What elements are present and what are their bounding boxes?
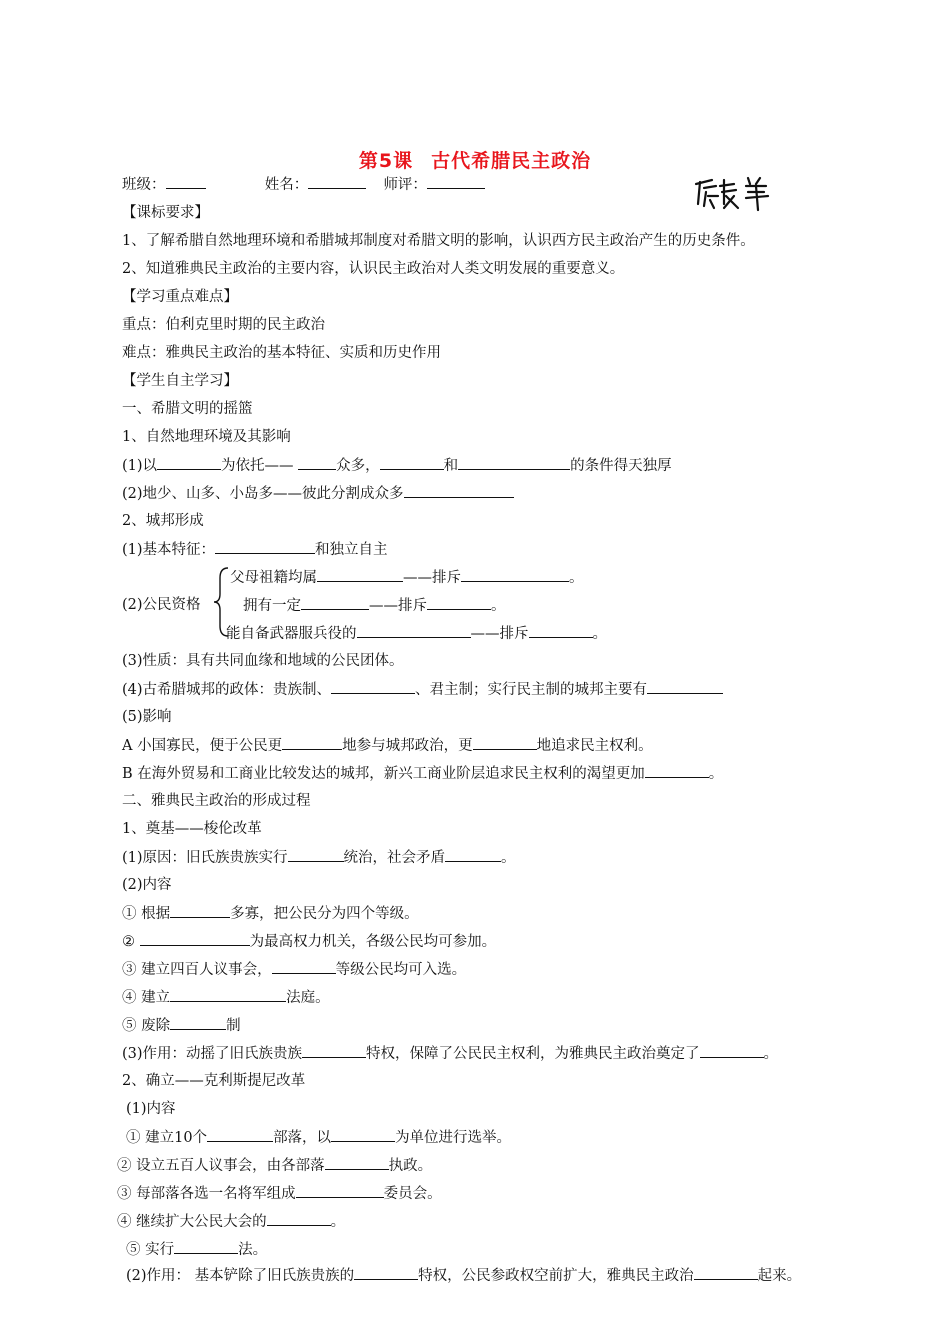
fill-line: ⑤ 废除 制 bbox=[122, 1015, 241, 1036]
blank[interactable] bbox=[331, 1127, 395, 1142]
fill-line: ⑤ 实行 法。 bbox=[126, 1239, 267, 1260]
fill-line: 能自备武器服兵役的 ——排斥 。 bbox=[226, 623, 607, 644]
page-title bbox=[0, 146, 950, 173]
blank[interactable] bbox=[357, 623, 471, 638]
text-line: (1)内容 bbox=[126, 1101, 176, 1117]
fill-line: ① 根据 多寡，把公民分为四个等级。 bbox=[122, 903, 419, 924]
text-line: 重点：伯利克里时期的民主政治 bbox=[122, 317, 325, 333]
blank[interactable] bbox=[380, 455, 444, 470]
review-label: 师评： bbox=[383, 177, 427, 193]
blank[interactable] bbox=[288, 847, 344, 862]
blank[interactable] bbox=[645, 763, 709, 778]
section-heading: 【学习重点难点】 bbox=[122, 289, 238, 305]
lesson-name: 古代希腊民主政治 bbox=[431, 150, 592, 172]
fill-line: ③ 每部落各选一名将军组成 委员会。 bbox=[117, 1183, 442, 1204]
blank[interactable] bbox=[445, 847, 501, 862]
blank[interactable] bbox=[174, 1239, 238, 1254]
blank[interactable] bbox=[140, 931, 250, 946]
fill-line: ④ 建立 法庭。 bbox=[122, 987, 330, 1008]
fill-line: (4)古希腊城邦的政体：贵族制、 、君主制；实行民主制的城邦主要有 bbox=[122, 679, 723, 700]
blank[interactable] bbox=[647, 679, 723, 694]
text-line: (5)影响 bbox=[122, 709, 172, 725]
text-line: 二、雅典民主政治的形成过程 bbox=[122, 793, 311, 809]
blank[interactable] bbox=[694, 1265, 758, 1280]
text-line: 2、知道雅典民主政治的主要内容，认识民主政治对人类文明发展的重要意义。 bbox=[122, 261, 625, 277]
citizenship-label: (2)公民资格 bbox=[122, 597, 201, 613]
blank[interactable] bbox=[529, 623, 593, 638]
blank[interactable] bbox=[473, 735, 537, 750]
handwritten-signature-icon bbox=[690, 174, 780, 214]
fill-line: ② 为最高权力机关，各级公民均可参加。 bbox=[122, 931, 496, 952]
text-line: 难点：雅典民主政治的基本特征、实质和历史作用 bbox=[122, 345, 441, 361]
blank[interactable] bbox=[404, 483, 514, 498]
text-line: 2、城邦形成 bbox=[122, 513, 204, 529]
blank[interactable] bbox=[461, 567, 569, 582]
fill-line: (3)作用：动摇了旧氏族贵族 特权，保障了公民民主权利，为雅典民主政治奠定了 。 bbox=[122, 1043, 778, 1064]
text-line: 2、确立——克利斯提尼改革 bbox=[122, 1073, 306, 1089]
blank[interactable] bbox=[301, 595, 369, 610]
header-fields bbox=[122, 174, 485, 195]
blank[interactable] bbox=[157, 455, 221, 470]
blank[interactable] bbox=[272, 959, 336, 974]
fill-line: ② 设立五百人议事会，由各部落 执政。 bbox=[117, 1155, 432, 1176]
blank[interactable] bbox=[302, 1043, 366, 1058]
blank[interactable] bbox=[331, 679, 415, 694]
blank[interactable] bbox=[458, 455, 570, 470]
name-field[interactable] bbox=[308, 174, 366, 189]
name-label: 姓名： bbox=[264, 177, 309, 193]
class-label: 班级： bbox=[122, 177, 166, 193]
fill-line: (1)基本特征： 和独立自主 bbox=[122, 539, 388, 560]
fill-line: ① 建立10个 部落，以 为单位进行选举。 bbox=[126, 1127, 511, 1148]
text-line: (3)性质：具有共同血缘和地域的公民团体。 bbox=[122, 653, 404, 669]
blank[interactable] bbox=[296, 1183, 384, 1198]
blank[interactable] bbox=[207, 1127, 273, 1142]
blank[interactable] bbox=[427, 595, 491, 610]
blank[interactable] bbox=[325, 1155, 389, 1170]
blank[interactable] bbox=[170, 903, 230, 918]
fill-line: ③ 建立四百人议事会， 等级公民均可入选。 bbox=[122, 959, 466, 980]
review-field[interactable] bbox=[427, 174, 485, 189]
blank[interactable] bbox=[267, 1211, 331, 1226]
lesson-number: 第5课 bbox=[358, 150, 414, 172]
fill-line: (2)作用： 基本铲除了旧氏族贵族的 特权，公民参政权空前扩大，雅典民主政治 起来。 bbox=[126, 1265, 801, 1286]
text-line: (2)内容 bbox=[122, 877, 172, 893]
text-line: 一、希腊文明的摇篮 bbox=[122, 401, 253, 417]
text-line: 1、了解希腊自然地理环境和希腊城邦制度对希腊文明的影响，认识西方民主政治产生的历史条件。 bbox=[122, 233, 755, 249]
fill-line: (1)以 为依托—— 众多， 和 的条件得天独厚 bbox=[122, 455, 672, 476]
section-heading: 【课标要求】 bbox=[122, 205, 209, 221]
blank[interactable] bbox=[282, 735, 342, 750]
fill-line: B 在海外贸易和工商业比较发达的城邦，新兴工商业阶层追求民主权利的渴望更加 。 bbox=[122, 763, 723, 784]
class-field[interactable] bbox=[166, 174, 206, 189]
text-line: 1、奠基——梭伦改革 bbox=[122, 821, 262, 837]
fill-line: 父母祖籍均属 ——排斥 。 bbox=[230, 567, 584, 588]
blank[interactable] bbox=[354, 1265, 418, 1280]
blank[interactable] bbox=[298, 455, 336, 470]
section-heading: 【学生自主学习】 bbox=[122, 373, 238, 389]
blank[interactable] bbox=[170, 1015, 226, 1030]
blank[interactable] bbox=[700, 1043, 764, 1058]
fill-line: A 小国寡民，便于公民更 地参与城邦政治，更 地追求民主权利。 bbox=[122, 735, 653, 756]
fill-line: ④ 继续扩大公民大会的 。 bbox=[117, 1211, 345, 1232]
blank[interactable] bbox=[317, 567, 403, 582]
fill-line: (2)地少、山多、小岛多——彼此分割成众多 bbox=[122, 483, 514, 504]
fill-line: 拥有一定 ——排斥 。 bbox=[243, 595, 506, 616]
blank[interactable] bbox=[170, 987, 286, 1002]
fill-line: (1)原因：旧氏族贵族实行 统治，社会矛盾 。 bbox=[122, 847, 516, 868]
blank[interactable] bbox=[215, 539, 315, 554]
text-line: 1、自然地理环境及其影响 bbox=[122, 429, 291, 445]
